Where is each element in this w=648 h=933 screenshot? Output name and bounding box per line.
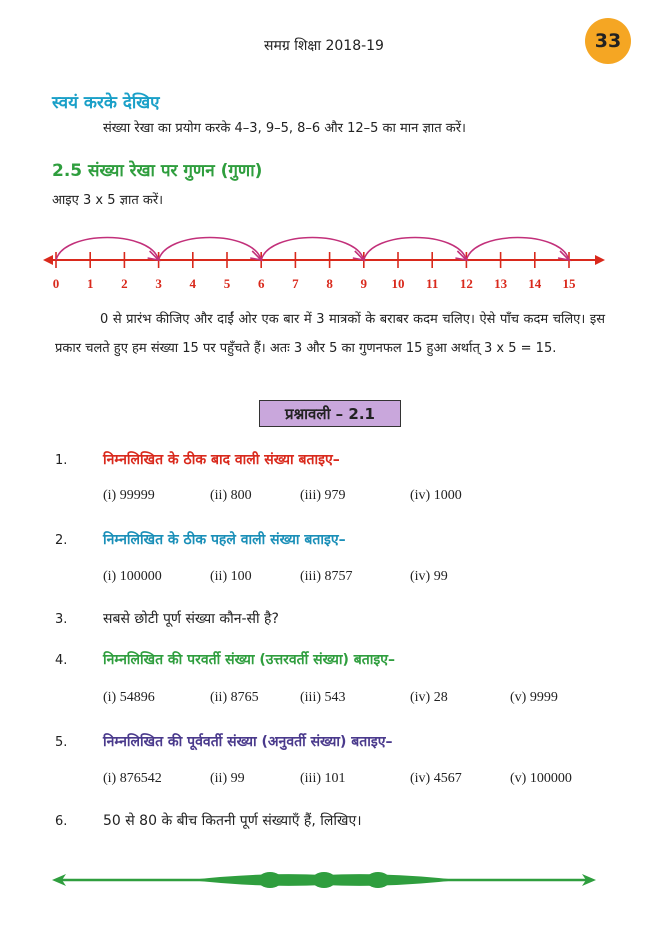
question-number: 3. [55,612,68,627]
option: (v) 100000 [510,771,572,786]
running-header: समग्र शिक्षा 2018-19 [264,38,384,54]
option: (iv) 1000 [410,488,462,503]
section-intro: आइए 3 x 5 ज्ञात करें। [52,193,164,208]
question-number: 4. [55,653,68,668]
option: (iii) 543 [300,690,346,705]
jump-arc [364,238,467,261]
number-line-label: 0 [52,276,60,291]
exercise-title-box: प्रश्नावली – 2.1 [259,400,401,427]
option: (iii) 101 [300,771,346,786]
option: (i) 99999 [103,488,155,503]
jump-arc [466,238,569,261]
explanation-paragraph [55,305,605,363]
number-line-label: 9 [360,276,368,291]
option: (i) 876542 [103,771,162,786]
jump-arc [261,238,364,261]
question-number: 1. [55,453,68,468]
number-line-label: 4 [189,276,197,291]
option: (iv) 28 [410,690,448,705]
option: (v) 9999 [510,690,558,705]
section-title: 2.5 संख्या रेखा पर गुणन (गुणा) [52,161,263,181]
option: (iii) 8757 [300,569,353,584]
number-line-label: 10 [391,276,405,291]
jump-arc [159,238,262,261]
number-line-diagram [0,215,648,300]
explanation-text: 0 से प्रारंभ कीजिए और दाईं ओर एक बार में 3 मात्रकों के बराबर कदम चलिए। ऐसे पाँच कदम चलिए। इस प्रकार चलते हुए हम संख्या 15 पर पहुँचते हैं। अतः 3 और 5 का गुणनफल 15 हुआ अर्थात् 3 x 5 = 15. [55,312,605,356]
number-line-label: 11 [426,276,439,291]
question-number: 5. [55,735,68,750]
number-line-label: 14 [528,276,542,291]
option: (ii) 8765 [210,690,259,705]
number-line-label: 15 [562,276,576,291]
question-text: निम्नलिखित की पूर्ववर्ती संख्या (अनुवर्ती संख्या) बताइए– [103,734,393,750]
ornament-bead [312,872,336,888]
try-yourself-text: संख्या रेखा का प्रयोग करके 4–3, 9–5, 8–6 और 12–5 का मान ज्ञात करें। [103,121,466,136]
option: (ii) 99 [210,771,245,786]
option: (i) 100000 [103,569,162,584]
option: (iv) 4567 [410,771,462,786]
option: (ii) 100 [210,569,252,584]
number-line-label: 12 [459,276,473,291]
jump-arc [56,238,159,261]
number-line-label: 8 [326,276,333,291]
option: (ii) 800 [210,488,252,503]
number-line-label: 6 [257,276,265,291]
page-number-badge: 33 [585,18,631,64]
number-line-label: 13 [494,276,508,291]
question-text: निम्नलिखित के ठीक बाद वाली संख्या बताइए– [103,452,340,468]
footer-ornament [0,862,648,898]
number-line-label: 7 [292,276,299,291]
question-number: 2. [55,533,68,548]
option: (iv) 99 [410,569,448,584]
option: (i) 54896 [103,690,155,705]
number-line-label: 3 [155,276,162,291]
try-yourself-title: स्वयं करके देखिए [52,93,160,113]
option: (iii) 979 [300,488,346,503]
ornament-bead [366,872,390,888]
number-line-label: 1 [86,276,94,291]
number-line-label: 5 [223,276,231,291]
ornament-bead [258,872,282,888]
question-text: 50 से 80 के बीच कितनी पूर्ण संख्याएँ हैं, लिखिए। [103,813,362,829]
question-text: सबसे छोटी पूर्ण संख्या कौन-सी है? [103,611,279,627]
question-number: 6. [55,814,68,829]
question-text: निम्नलिखित की परवर्ती संख्या (उत्तरवर्ती संख्या) बताइए– [103,652,396,668]
number-line-label: 2 [121,276,128,291]
question-text: निम्नलिखित के ठीक पहले वाली संख्या बताइए– [103,532,346,548]
